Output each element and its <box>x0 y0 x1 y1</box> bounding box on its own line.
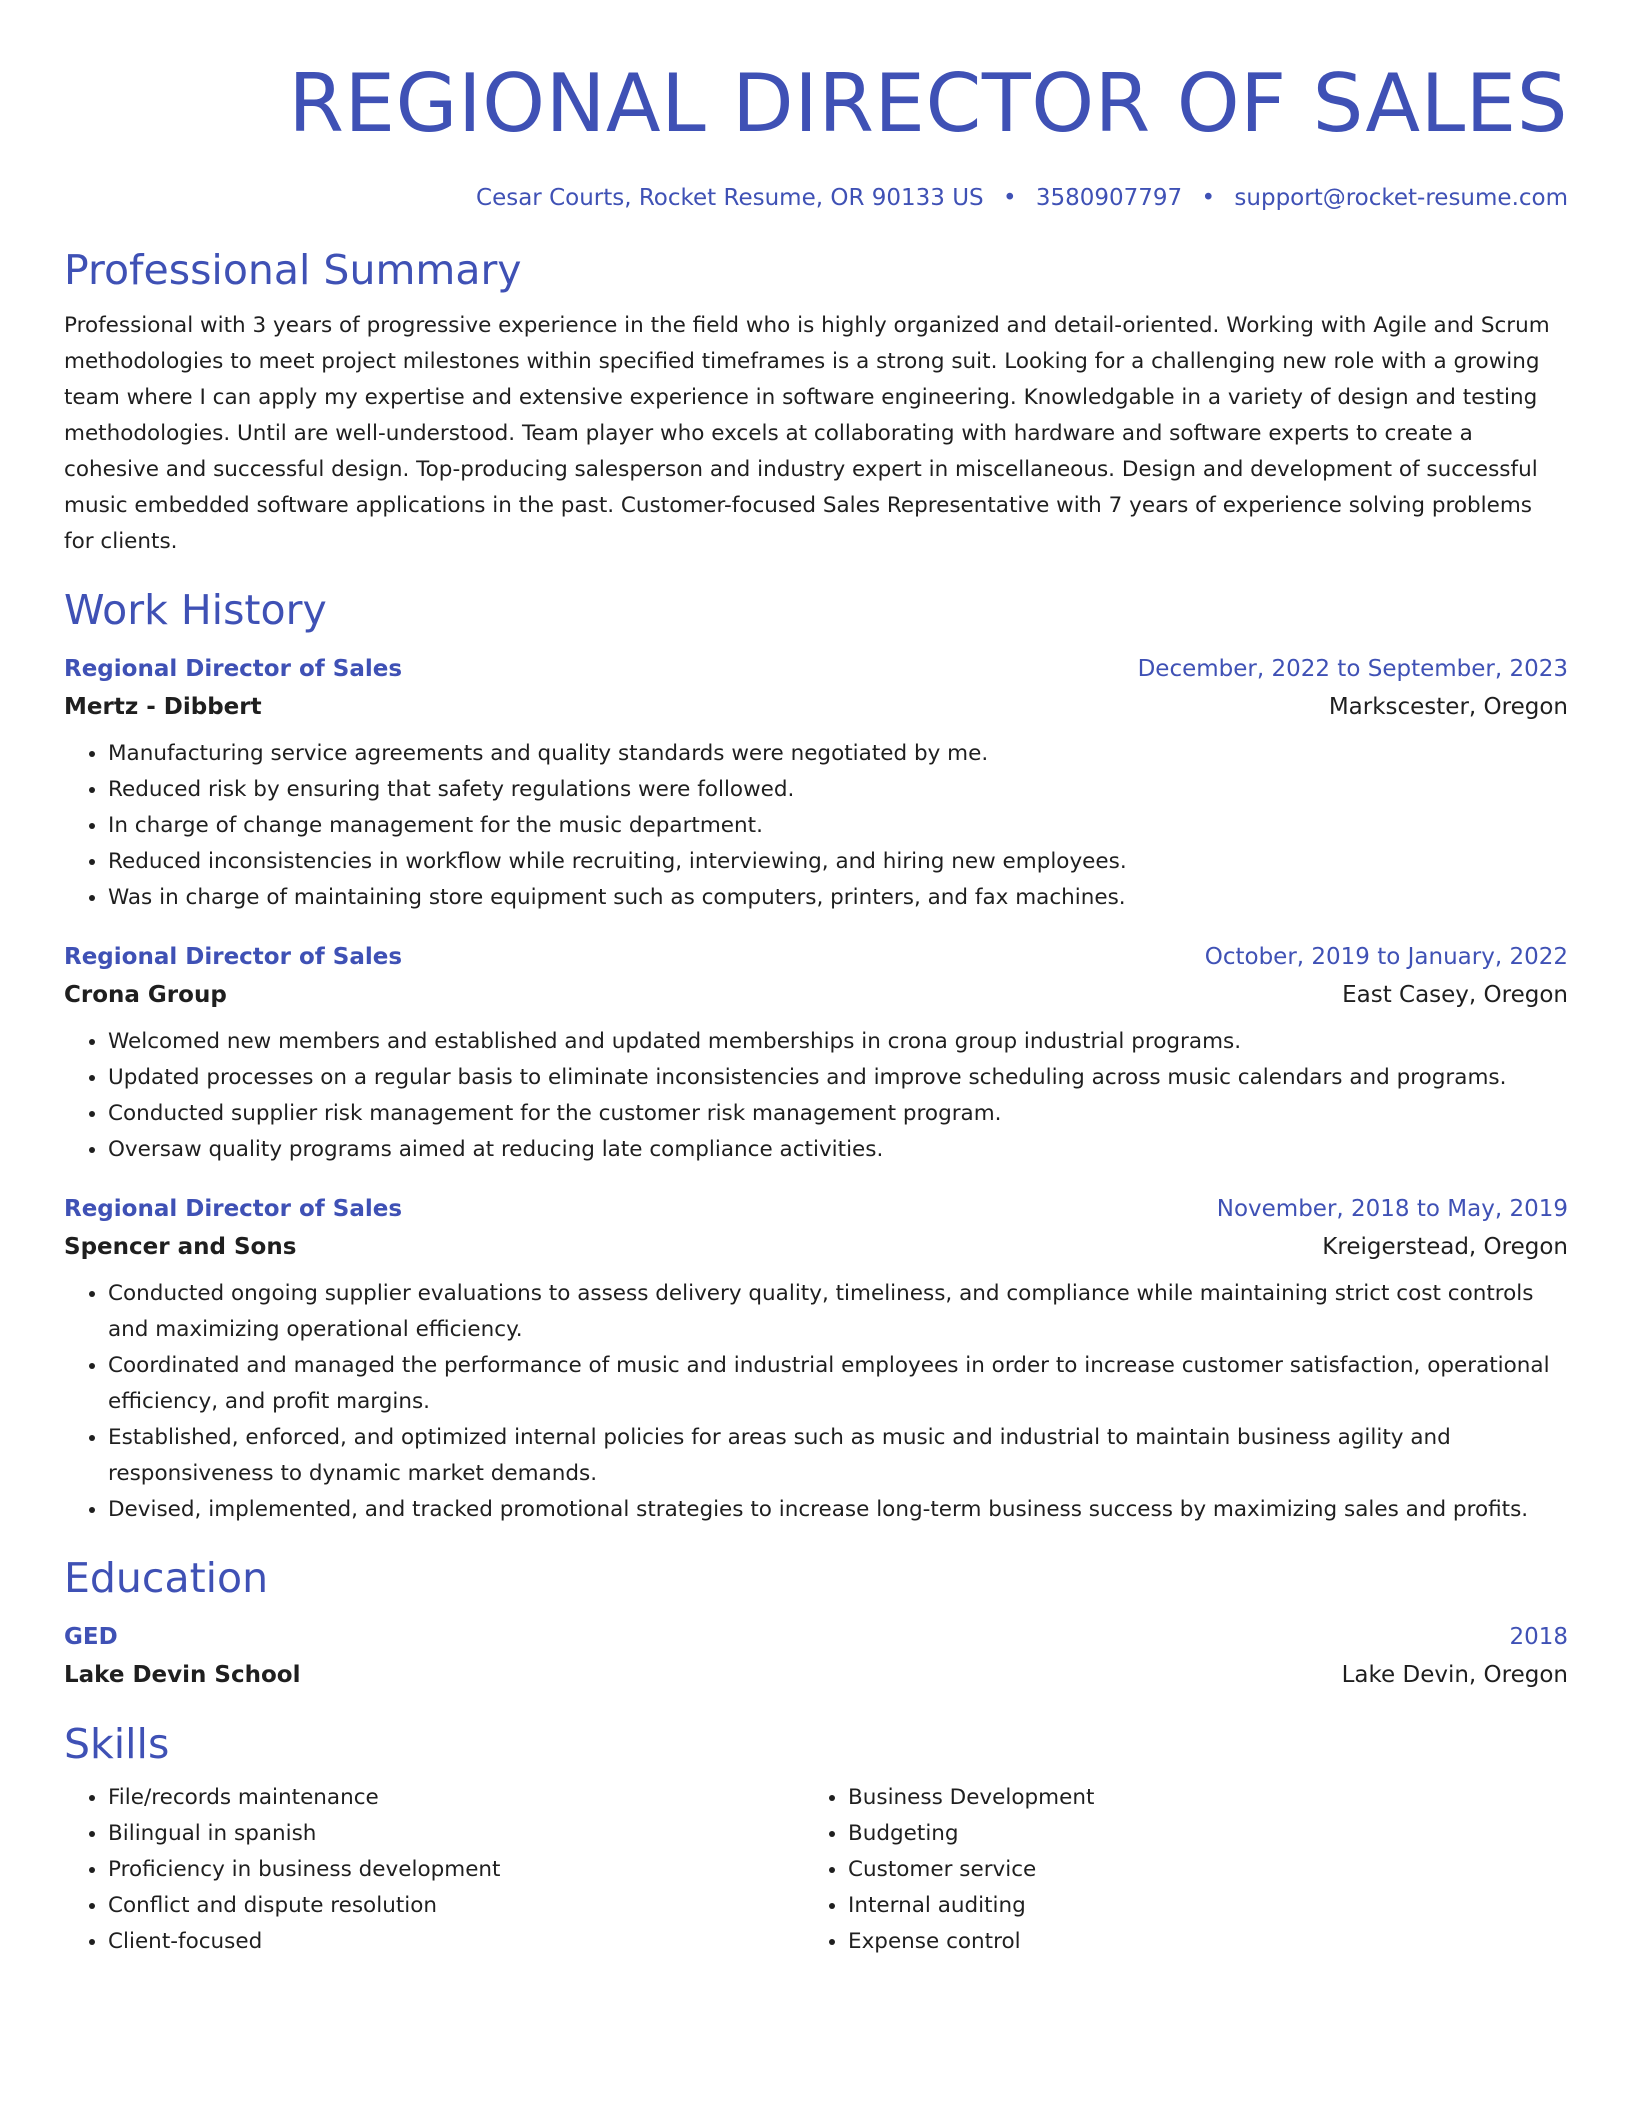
job-header-row <box>64 938 1568 976</box>
skill-item: • Expense control <box>848 1924 1544 1960</box>
skill-item: • Conflict and dispute resolution <box>108 1888 804 1924</box>
job-dates: November, 2018 to May, 2019 <box>1216 1196 1568 1222</box>
skill-item: • Proficiency in business development <box>108 1852 804 1888</box>
job-company: Spencer and Sons <box>64 1234 297 1260</box>
skill-item: • Budgeting <box>848 1816 1544 1852</box>
skill-item: • Customer service <box>848 1852 1544 1888</box>
job-bullet: • In charge of change management for the music department. <box>108 808 1568 844</box>
job-bullet: • Conducted supplier risk management for the customer risk management program. <box>108 1096 1568 1132</box>
job-bullet: • Oversaw quality programs aimed at reducing late compliance activities. <box>108 1132 1568 1168</box>
job-entry <box>64 1190 1568 1528</box>
job-entry <box>64 650 1568 916</box>
education-year: 2018 <box>1509 1624 1568 1650</box>
education-degree: GED <box>64 1624 118 1650</box>
contact-address: Cesar Courts, Rocket Resume, OR 90133 US <box>476 185 984 211</box>
job-bullets <box>64 736 1568 916</box>
job-title: Regional Director of Sales <box>64 1196 403 1222</box>
education-location: Lake Devin, Oregon <box>1341 1662 1568 1688</box>
job-company: Crona Group <box>64 982 227 1008</box>
education-school-row <box>64 1656 1568 1694</box>
resume-header <box>64 0 1568 214</box>
job-bullets <box>64 1276 1568 1528</box>
professional-summary-section <box>64 244 1568 560</box>
section-title-summary: Professional Summary <box>64 246 522 294</box>
job-location: Kreigerstead, Oregon <box>1322 1234 1568 1260</box>
skill-item: • Client-focused <box>108 1924 804 1960</box>
skills-list-right <box>804 1780 1544 1960</box>
contact-separator: • <box>1002 185 1017 211</box>
job-bullet: • Reduced risk by ensuring that safety regulations were followed. <box>108 772 1568 808</box>
skill-item: • Business Development <box>848 1780 1544 1816</box>
education-header-row <box>64 1618 1568 1656</box>
job-title: Regional Director of Sales <box>64 944 403 970</box>
skills-section <box>64 1718 1568 1960</box>
job-bullet: • Coordinated and managed the performance of music and industrial employees in order to increase customer satisfaction, operational efficiency, and profit margins. <box>108 1348 1568 1420</box>
job-dates: December, 2022 to September, 2023 <box>1137 656 1568 682</box>
skill-item: • Bilingual in spanish <box>108 1816 804 1852</box>
section-title-education: Education <box>64 1554 269 1602</box>
job-bullets <box>64 1024 1568 1168</box>
job-company-row <box>64 688 1568 726</box>
job-bullet: • Conducted ongoing supplier evaluations to assess delivery quality, timeliness, and compliance while maintaining strict cost controls and maximizing operational efficiency. <box>108 1276 1568 1348</box>
summary-text: Professional with 3 years of progressive experience in the field who is highly organized and detail-oriented. Working with Agile and Scrum methodologies to meet project milestones within specified timeframes is a strong suit. Looking for a challenging new role with a growing team where I can apply my expertise and extensive experience in software engineering. Knowledgable in a variety of design and testing methodologies. Until are well-understood. Team player who excels at collaborating with hardware and software experts to create a cohesive and successful design. Top-producing salesperson and industry expert in miscellaneous. Design and development of successful music embedded software applications in the past. Customer-focused Sales Representative with 7 years of experience solving problems for clients. <box>64 313 1550 554</box>
job-company: Mertz - Dibbert <box>64 694 262 720</box>
education-school: Lake Devin School <box>64 1662 301 1688</box>
job-location: Markscester, Oregon <box>1328 694 1568 720</box>
skill-item: • Internal auditing <box>848 1888 1544 1924</box>
job-bullet: • Devised, implemented, and tracked promotional strategies to increase long-term business success by maximizing sales and profits. <box>108 1492 1568 1528</box>
section-title-skills: Skills <box>64 1720 170 1768</box>
job-bullet: • Manufacturing service agreements and quality standards were negotiated by me. <box>108 736 1568 772</box>
job-company-row <box>64 976 1568 1014</box>
contact-line <box>64 182 1568 214</box>
contact-separator: • <box>1201 185 1216 211</box>
resume-name: REGIONAL DIRECTOR OF SALES <box>288 57 1568 150</box>
job-bullet: • Updated processes on a regular basis to eliminate inconsistencies and improve scheduling across music calendars and programs. <box>108 1060 1568 1096</box>
education-section <box>64 1552 1568 1694</box>
job-bullet: • Established, enforced, and optimized internal policies for areas such as music and industrial to maintain business agility and responsiveness to dynamic market demands. <box>108 1420 1568 1492</box>
skills-list-left <box>64 1780 804 1960</box>
contact-email[interactable]: support@rocket-resume.com <box>1234 185 1568 211</box>
job-dates: October, 2019 to January, 2022 <box>1204 944 1568 970</box>
work-history-section <box>64 584 1568 1528</box>
job-bullet: • Welcomed new members and established and updated memberships in crona group industrial programs. <box>108 1024 1568 1060</box>
job-bullet: • Reduced inconsistencies in workflow while recruiting, interviewing, and hiring new employees. <box>108 844 1568 880</box>
job-entry <box>64 938 1568 1168</box>
job-company-row <box>64 1228 1568 1266</box>
job-location: East Casey, Oregon <box>1342 982 1568 1008</box>
job-bullet: • Was in charge of maintaining store equipment such as computers, printers, and fax machines. <box>108 880 1568 916</box>
job-header-row <box>64 1190 1568 1228</box>
contact-phone: 3580907797 <box>1035 185 1183 211</box>
job-header-row <box>64 650 1568 688</box>
job-title: Regional Director of Sales <box>64 656 403 682</box>
skills-columns <box>64 1780 1568 1960</box>
skill-item: • File/records maintenance <box>108 1780 804 1816</box>
section-title-work-history: Work History <box>64 586 327 634</box>
